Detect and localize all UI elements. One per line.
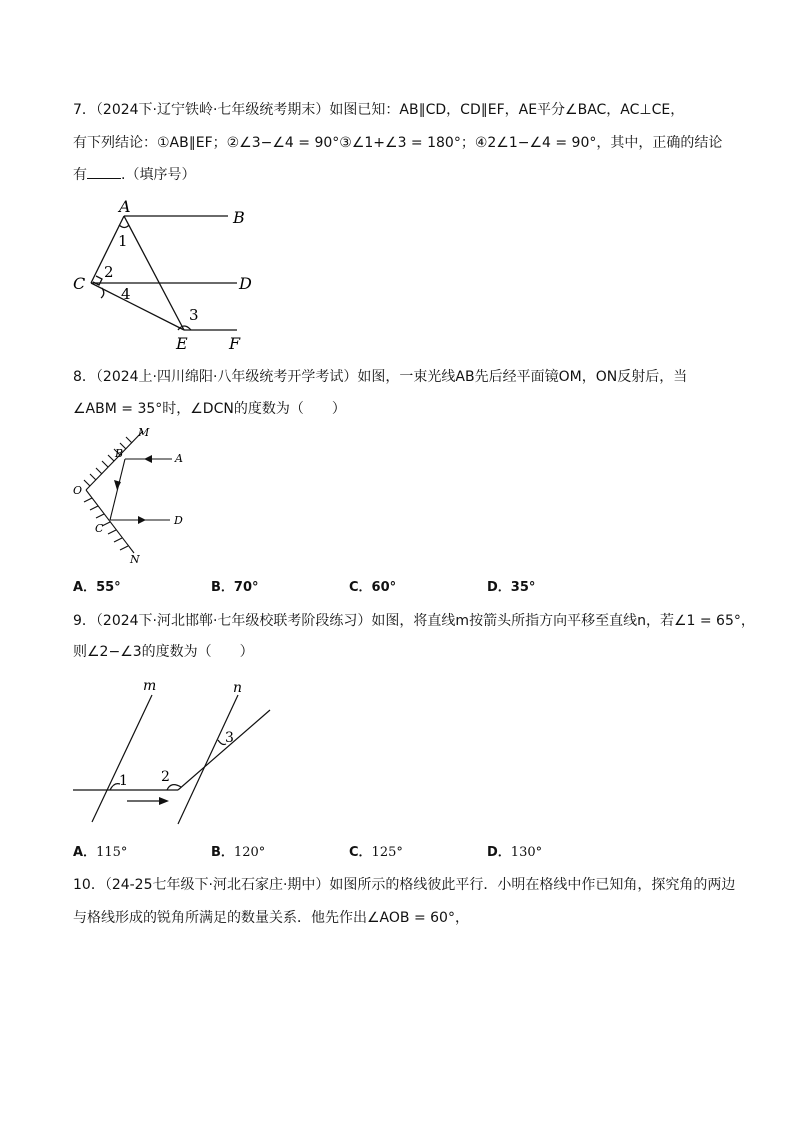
- q10-text-line-2: 与格线形成的锐角所满足的数量关系．他先作出∠AOB = 60°，: [73, 910, 469, 926]
- q7-line3-prefix: 有: [73, 167, 87, 183]
- q7-label-F: F: [229, 334, 241, 353]
- q9-option-c[interactable]: C．125°: [349, 845, 403, 860]
- q7-angle-2: 2: [104, 263, 114, 281]
- q8-label-D: D: [174, 514, 183, 527]
- q9-option-b[interactable]: B．120°: [211, 845, 266, 860]
- q8-text-line-1: 8．（2024上·四川绵阳·八年级统考开学考试）如图，一束光线AB先后经平面镜OM，ON反射后，当: [73, 369, 688, 385]
- q8-label-N: N: [130, 553, 140, 566]
- q7-angle-1: 1: [118, 232, 128, 250]
- q8-label-A: A: [175, 452, 183, 465]
- q7-text-line-1: 7．（2024下·辽宁铁岭·七年级统考期末）如图已知：AB∥CD，CD∥EF，AE平分∠BAC，AC⊥CE，: [73, 102, 685, 118]
- q9-angle-1: 1: [119, 773, 128, 789]
- q8-label-O: O: [73, 484, 83, 497]
- q7-label-D: D: [239, 274, 252, 293]
- q7-label-A: A: [119, 197, 131, 216]
- q9-angle-3: 3: [225, 730, 234, 746]
- q8-label-M: M: [138, 426, 150, 439]
- q9-label-m: m: [143, 678, 157, 694]
- q7-label-B: B: [233, 208, 245, 227]
- q7-angle-3: 3: [189, 306, 199, 324]
- q8-label-C: C: [95, 522, 104, 535]
- q7-label-E: E: [176, 334, 188, 353]
- q9-option-a[interactable]: A．115°: [73, 845, 128, 860]
- q7-text-line-2: 有下列结论：①AB∥EF；②∠3−∠4 = 90°③∠1+∠3 = 180°；④2∠1−∠4 = 90°，其中，正确的结论: [73, 135, 723, 151]
- q7-label-C: C: [73, 274, 86, 293]
- q8-option-b[interactable]: B．70°: [211, 580, 259, 595]
- q8-option-c[interactable]: C．60°: [349, 580, 397, 595]
- q8-text-line-2: ∠ABM = 35°时，∠DCN的度数为（ ）: [73, 401, 346, 417]
- q10-text-line-1: 10．（24-25七年级下·河北石家庄·期中）如图所示的格线彼此平行．小明在格线中作已知角，探究角的两边: [73, 877, 736, 893]
- q9-text-line-1: 9．（2024下·河北邯郸·七年级校联考阶段练习）如图，将直线m按箭头所指方向平移至直线n，若∠1 = 65°，: [73, 613, 755, 629]
- q7-line3-suffix: .（填序号）: [121, 167, 196, 183]
- q7-angle-4: 4: [121, 285, 131, 303]
- q9-label-n: n: [233, 680, 243, 696]
- q9-option-d[interactable]: D．130°: [487, 845, 543, 860]
- q8-label-B: B: [115, 447, 124, 460]
- q8-option-d[interactable]: D．35°: [487, 580, 536, 595]
- q9-text-line-2: 则∠2−∠3的度数为（ ）: [73, 644, 254, 660]
- q8-option-a[interactable]: A．55°: [73, 580, 121, 595]
- q9-angle-2: 2: [161, 769, 170, 785]
